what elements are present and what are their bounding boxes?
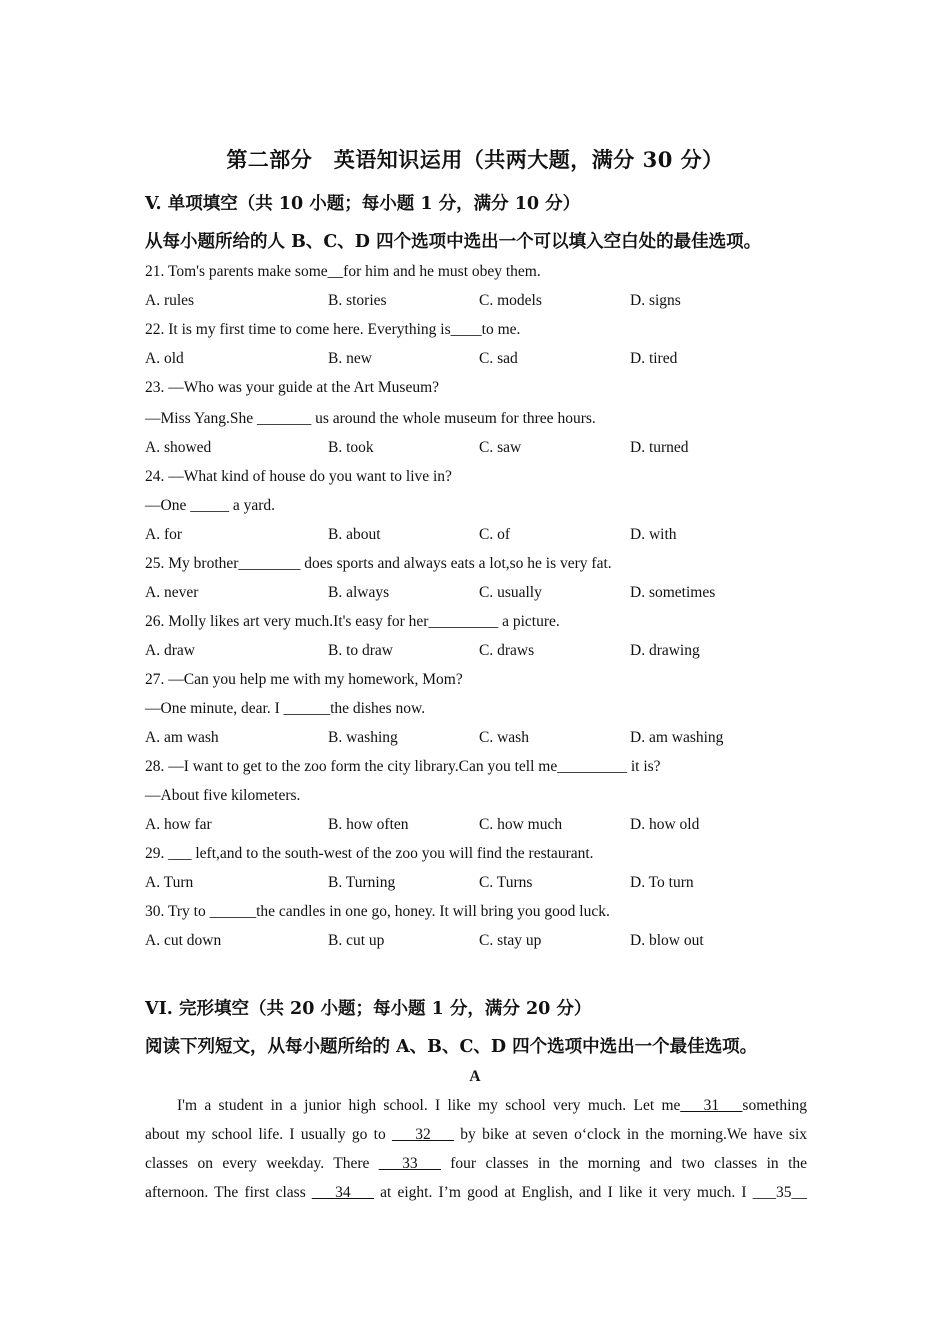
passage-text: something bbox=[742, 1097, 807, 1114]
answer-option: A. how far bbox=[145, 816, 212, 833]
question-dialogue-line: —Miss Yang.She _______ us around the whole museum for three hours. bbox=[145, 410, 596, 427]
answer-option: B. how often bbox=[328, 816, 409, 833]
passage-line bbox=[145, 1155, 807, 1173]
passage-text: I'm a student in a junior high school. I like my school very much. Let me bbox=[177, 1097, 681, 1114]
answer-option: D. turned bbox=[630, 439, 689, 456]
question-stem: 21. Tom's parents make some__for him and he must obey them. bbox=[145, 263, 541, 280]
answer-option: B. new bbox=[328, 350, 372, 367]
passage-text: afternoon. The first class bbox=[145, 1184, 312, 1201]
question-dialogue-line: —About five kilometers. bbox=[145, 787, 301, 804]
answer-option: D. sometimes bbox=[630, 584, 716, 601]
answer-option: C. Turns bbox=[479, 874, 533, 891]
answer-option: D. with bbox=[630, 526, 677, 543]
answer-option: A. Turn bbox=[145, 874, 194, 891]
question-stem: 23. —Who was your guide at the Art Museum? bbox=[145, 379, 440, 396]
question-stem: 24. —What kind of house do you want to live in? bbox=[145, 468, 452, 485]
cloze-blank-32: ___32___ bbox=[392, 1126, 455, 1143]
answer-option: B. cut up bbox=[328, 932, 385, 949]
answer-option: C. wash bbox=[479, 729, 529, 746]
answer-option: A. for bbox=[145, 526, 183, 543]
answer-option: D. blow out bbox=[630, 932, 704, 949]
answer-option: B. Turning bbox=[328, 874, 396, 891]
answer-option: A. old bbox=[145, 350, 184, 367]
answer-option: D. how old bbox=[630, 816, 700, 833]
section-6-heading: VI. 完形填空（共 20 小题；每小题 1 分，满分 20 分） bbox=[145, 999, 592, 1019]
question-stem: 25. My brother________ does sports and always eats a lot,so he is very fat. bbox=[145, 555, 612, 572]
answer-option: D. tired bbox=[630, 350, 678, 367]
answer-option: A. showed bbox=[145, 439, 212, 456]
question-stem: 29. ___ left,and to the south-west of the zoo you will find the restaurant. bbox=[145, 845, 594, 862]
answer-option: C. stay up bbox=[479, 932, 542, 949]
passage-text: at eight. I’m good at English, and I like it very much. I ___35__ bbox=[373, 1184, 807, 1201]
answer-option: D. drawing bbox=[630, 642, 700, 659]
answer-option: C. of bbox=[479, 526, 510, 543]
cloze-blank-34: ___34___ bbox=[311, 1184, 374, 1201]
question-stem: 27. —Can you help me with my homework, Mom? bbox=[145, 671, 463, 688]
answer-option: A. cut down bbox=[145, 932, 222, 949]
answer-option: B. stories bbox=[328, 292, 387, 309]
cloze-blank-33: ___33___ bbox=[378, 1155, 441, 1172]
passage-text: classes on every weekday. There bbox=[145, 1155, 379, 1172]
answer-option: B. about bbox=[328, 526, 381, 543]
passage-line bbox=[145, 1184, 807, 1202]
answer-option: B. to draw bbox=[328, 642, 394, 659]
answer-option: D. signs bbox=[630, 292, 681, 309]
section-5-instruction: 从每小题所给的人 B、C、D 四个选项中选出一个可以填入空白处的最佳选项。 bbox=[145, 232, 762, 252]
answer-option: B. washing bbox=[328, 729, 398, 746]
passage-text: about my school life. I usually go to bbox=[145, 1126, 393, 1143]
question-stem: 26. Molly likes art very much.It's easy for her_________ a picture. bbox=[145, 613, 560, 630]
question-stem: 28. —I want to get to the zoo form the city library.Can you tell me_________ it is? bbox=[145, 758, 661, 775]
answer-option: D. To turn bbox=[630, 874, 694, 891]
question-stem: 30. Try to ______the candles in one go, honey. It will bring you good luck. bbox=[145, 903, 610, 920]
cloze-blank-31: ___31___ bbox=[680, 1097, 743, 1114]
passage-label: A bbox=[469, 1068, 481, 1085]
passage-line bbox=[145, 1126, 807, 1144]
answer-option: B. took bbox=[328, 439, 374, 456]
answer-option: D. am washing bbox=[630, 729, 724, 746]
part-title: 第二部分 英语知识运用（共两大题，满分 30 分） bbox=[226, 147, 724, 172]
section-5-heading: V. 单项填空（共 10 小题；每小题 1 分，满分 10 分） bbox=[145, 194, 581, 214]
answer-option: A. am wash bbox=[145, 729, 219, 746]
answer-option: B. always bbox=[328, 584, 390, 601]
question-stem: 22. It is my first time to come here. Everything is____to me. bbox=[145, 321, 521, 338]
passage-text: four classes in the morning and two classes in the bbox=[440, 1155, 808, 1172]
answer-option: C. models bbox=[479, 292, 542, 309]
passage-line bbox=[145, 1097, 807, 1115]
answer-option: A. rules bbox=[145, 292, 195, 309]
passage-text: by bike at seven o‘clock in the morning.We have six bbox=[454, 1126, 808, 1143]
answer-option: C. how much bbox=[479, 816, 563, 833]
answer-option: C. saw bbox=[479, 439, 522, 456]
question-dialogue-line: —One _____ a yard. bbox=[145, 497, 275, 514]
answer-option: C. usually bbox=[479, 584, 542, 601]
answer-option: A. never bbox=[145, 584, 199, 601]
question-dialogue-line: —One minute, dear. I ______the dishes now. bbox=[145, 700, 426, 717]
answer-option: C. draws bbox=[479, 642, 535, 659]
answer-option: A. draw bbox=[145, 642, 195, 659]
answer-option: C. sad bbox=[479, 350, 518, 367]
section-6-instruction: 阅读下列短文，从每小题所给的 A、B、C、D 四个选项中选出一个最佳选项。 bbox=[145, 1037, 758, 1057]
